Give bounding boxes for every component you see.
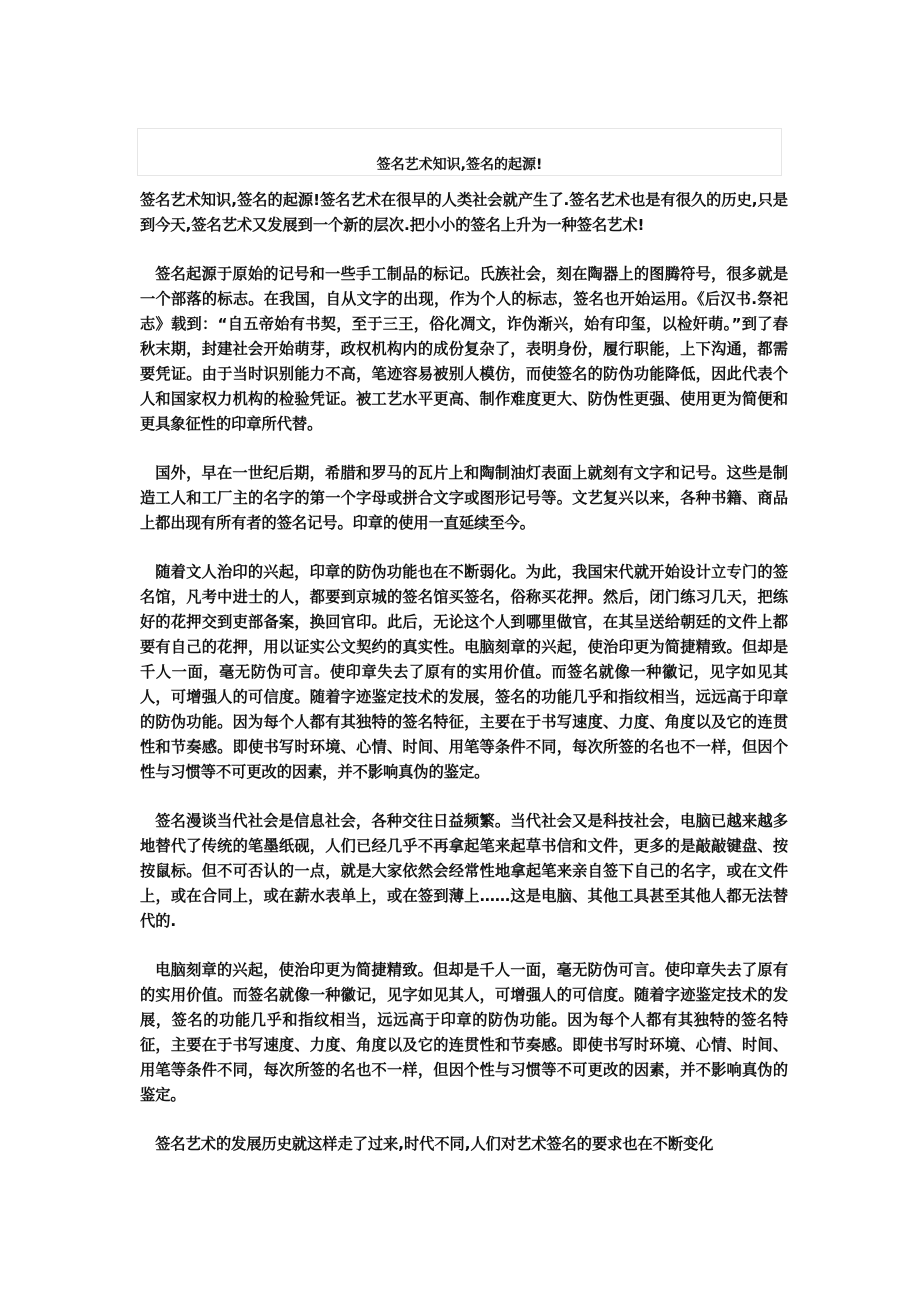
paragraph-origin: 签名起源于原始的记号和一些手工制品的标记。氏族社会，刻在陶器上的图腾符号，很多就是一个部落的标志。在我国，自从文字的出现，作为个人的标志，签名也开始运用。《后汉书.祭祀志》载到：“自五帝始有书契，至于三王，俗化凋文，诈伪渐兴，始有印玺，以检奸萌。”到了春秋末期，封建社会开始萌芽，政权机构内的成份复杂了，表明身份，履行职能，上下沟通，都需要凭证。由于当时识别能力不高，笔迹容易被别人模仿，而使签名的防伪功能降低，因此代表个人和国家权力机构的检验凭证。被工艺水平更高、制作难度更大、防伪性更强、使用更为简便和更具象征性的印章所代替。 [140,265,788,433]
paragraph-computer-seal: 电脑刻章的兴起，使治印更为简捷精致。但却是千人一面，毫无防伪可言。使印章失去了原有的实用价值。而签名就像一种徽记，见字如见其人，可增强人的可信度。随着字迹鉴定技术的发展，签名的功能几乎和指纹相当，远远高于印章的防伪功能。因为每个人都有其独特的签名特征，主要在于书写速度、力度、角度以及它的连贯性和节奏感。即使书写时环境、心情、时间、用笔等条件不同，每次所签的名也不一样，但因个性与习惯等不可更改的因素，并不影响真伪的鉴定。 [140,961,788,1104]
paragraph-abroad: 国外，早在一世纪后期，希腊和罗马的瓦片上和陶制油灯表面上就刻有文字和记号。这些是制造工人和工厂主的名字的第一个字母或拼合文字或图形记号等。文艺复兴以来，各种书籍、商品上都出现有所有者的签名记号。印章的使用一直延续至今。 [140,464,788,532]
paragraph-history: 签名艺术的发展历史就这样走了过来,时代不同,人们对艺术签名的要求也在不断变化 [155,1135,714,1153]
paragraph-seal-decline: 随着文人治印的兴起，印章的防伪功能也在不断弱化。为此，我国宋代就开始设计立专门的签名馆，凡考中进士的人，都要到京城的签名馆买签名，俗称买花押。然后，闭门练习几天，把练好的花押交到吏部备案，换回官印。此后，无论这个人到哪里做官，在其呈送给朝廷的文件上都要有自己的花押，用以证实公文契约的真实性。电脑刻章的兴起，使治印更为简捷精致。但却是千人一面，毫无防伪可言。使印章失去了原有的实用价值。而签名就像一种徽记，见字如见其人，可增强人的可信度。随着字迹鉴定技术的发展，签名的功能几乎和指纹相当，远远高于印章的防伪功能。因为每个人都有其独特的签名特征，主要在于书写速度、力度、角度以及它的连贯性和节奏感。即使书写时环境、心情、时间、用笔等条件不同，每次所签的名也不一样，但因个性与习惯等不可更改的因素，并不影响真伪的鉴定。 [140,563,788,781]
title-box [137,128,782,176]
paragraph-intro: 签名艺术知识,签名的起源!签名艺术在很早的人类社会就产生了.签名艺术也是有很久的历史,只是到今天,签名艺术又发展到一个新的层次.把小小的签名上升为一种签名艺术! [140,191,788,234]
document-body [140,188,788,1181]
page-title: 签名艺术知识,签名的起源! [376,157,543,173]
paragraph-modern: 签名漫谈当代社会是信息社会，各种交往日益频繁。当代社会又是科技社会，电脑已越来越多地替代了传统的笔墨纸砚，人们已经几乎不再拿起笔来起草书信和文件，更多的是敲敲键盘、按按鼠标。但不可否认的一点，就是大家依然会经常性地拿起笔来亲自签下自己的名字，或在文件上，或在合同上，或在薪水表单上，或在签到薄上……这是电脑、其他工具甚至其他人都无法替代的. [140,812,788,930]
